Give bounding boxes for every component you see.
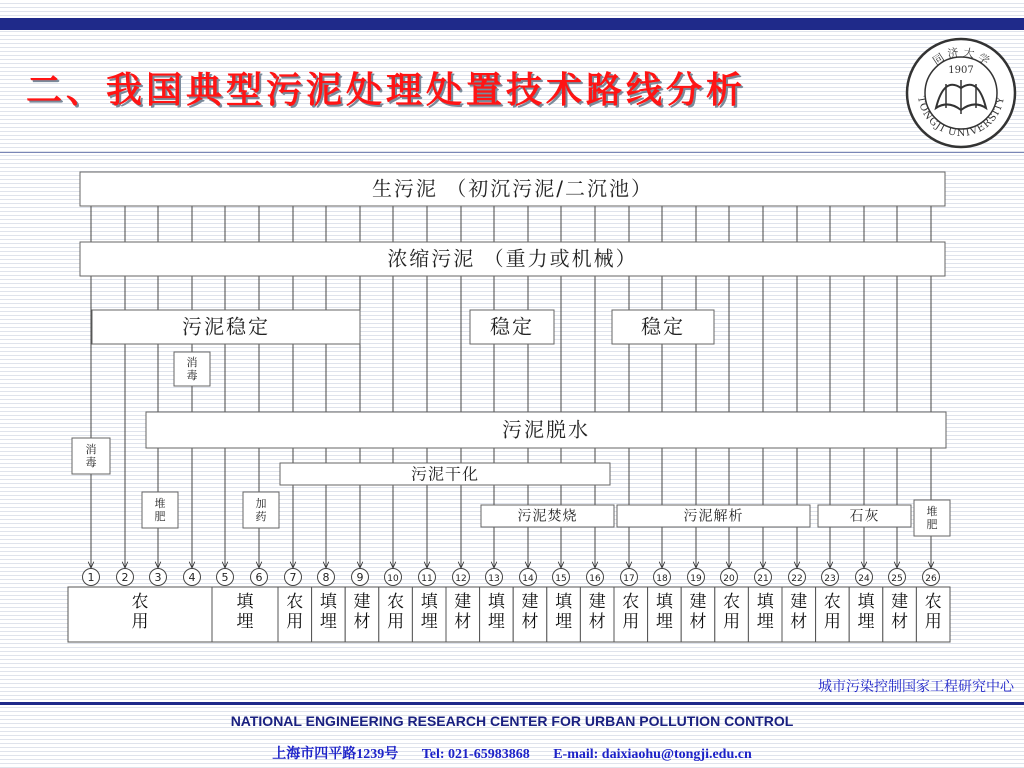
svg-text:埋: 埋 [857,612,875,632]
svg-text:肥: 肥 [154,510,166,524]
stabilization-box [92,310,360,344]
route-number [486,569,503,586]
svg-text:填: 填 [857,592,875,612]
route-number [117,569,134,586]
logo-year: 1907 [948,65,974,76]
svg-text:用: 用 [823,612,841,632]
route-number [419,569,436,586]
svg-text:埋: 埋 [487,612,505,632]
endpoint-cell [312,587,346,642]
svg-text:浓缩污泥 （重力或机械）: 浓缩污泥 （重力或机械） [387,246,638,271]
route-number [856,569,873,586]
svg-text:21: 21 [757,574,769,584]
svg-text:药: 药 [255,510,267,524]
endpoint-cell [715,587,749,642]
svg-text:填: 填 [236,592,254,612]
svg-text:农: 农 [286,592,304,612]
logo-chinese-name: 同 济 大 学 [930,45,992,68]
svg-text:填: 填 [756,592,774,612]
endpoint-cell [412,587,446,642]
svg-text:埋: 埋 [319,612,337,632]
svg-text:石灰: 石灰 [849,508,880,525]
svg-text:农: 农 [823,592,841,612]
svg-text:填: 填 [555,592,573,612]
endpoint-cell [648,587,682,642]
endpoint-cell [916,587,950,642]
endpoint-cell [883,587,917,642]
endpoint-cell [446,587,480,642]
svg-text:用: 用 [387,612,405,632]
endpoint-cell [782,587,816,642]
route-number [755,569,772,586]
svg-text:建: 建 [689,592,707,612]
svg-text:农: 农 [622,592,640,612]
endpoint-cell [614,587,648,642]
svg-text:建: 建 [353,592,371,612]
endpoint-cell [580,587,614,642]
svg-text:材: 材 [689,612,707,632]
svg-text:生污泥 （初沉污泥/二沉池）: 生污泥 （初沉污泥/二沉池） [371,176,654,201]
svg-text:用: 用 [131,612,149,632]
svg-text:用: 用 [924,612,942,632]
endpoint-cell [278,587,312,642]
page-title: 二、我国典型污泥处理处置技术路线分析 [26,69,747,111]
svg-text:用: 用 [286,612,304,632]
logo-english-name: TONGJI UNIVERSITY [915,95,1007,140]
svg-text:埋: 埋 [420,612,438,632]
svg-text:农: 农 [723,592,741,612]
svg-text:19: 19 [690,574,702,584]
route-number [352,569,369,586]
endpoint-cell [212,587,278,642]
route-number [789,569,806,586]
route-number [150,569,167,586]
pyrolysis-box [617,505,810,527]
svg-text:堆: 堆 [926,505,938,519]
svg-text:建: 建 [588,592,606,612]
svg-text:毒: 毒 [85,456,97,470]
svg-text:建: 建 [454,592,472,612]
svg-text:24: 24 [858,574,870,584]
center-name-chinese: 城市污染控制国家工程研究中心 [818,679,1014,695]
svg-text:埋: 埋 [555,612,573,632]
chemical-box [243,492,279,528]
route-number [654,569,671,586]
route-number [318,569,335,586]
endpoint-cell [849,587,883,642]
svg-text:2: 2 [121,571,129,584]
svg-text:20: 20 [723,574,735,584]
route-number [83,569,100,586]
center-name-english: NATIONAL ENGINEERING RESEARCH CENTER FOR URBAN POLLUTION CONTROL [230,713,794,729]
svg-text:埋: 埋 [756,612,774,632]
svg-text:15: 15 [555,574,567,584]
svg-text:7: 7 [289,571,297,584]
endpoint-cell [513,587,547,642]
svg-text:填: 填 [420,592,438,612]
svg-text:11: 11 [421,574,433,584]
svg-text:填: 填 [655,592,673,612]
svg-text:污泥解析: 污泥解析 [683,508,744,525]
svg-text:材: 材 [521,612,539,632]
stable-box-2 [612,310,714,344]
dewatering-box [146,412,946,448]
stable-box-1 [470,310,554,344]
svg-text:材: 材 [891,612,909,632]
svg-text:8: 8 [322,571,330,584]
route-number [822,569,839,586]
address: 上海市四平路1239号 [272,747,399,762]
svg-text:9: 9 [356,571,364,584]
contact-line [0,743,1024,763]
svg-text:25: 25 [891,574,903,584]
svg-text:材: 材 [790,612,808,632]
svg-text:填: 填 [319,592,337,612]
svg-text:4: 4 [188,571,196,584]
route-number [621,569,638,586]
telephone: Tel: 021-65983868 [421,747,530,762]
svg-text:农: 农 [131,592,149,612]
drying-box [280,463,610,485]
svg-text:建: 建 [790,592,808,612]
route-number [285,569,302,586]
svg-text:26: 26 [925,574,937,584]
endpoint-cell [748,587,782,642]
svg-text:污泥脱水: 污泥脱水 [502,417,590,442]
thickened-sludge-box [80,242,945,276]
svg-text:建: 建 [891,592,909,612]
svg-text:材: 材 [353,612,371,632]
svg-text:消: 消 [186,356,198,370]
svg-text:肥: 肥 [926,518,938,532]
route-number [217,569,234,586]
footer-divider [0,702,1024,705]
route-number [184,569,201,586]
endpoint-cell [68,587,212,642]
svg-text:稳定: 稳定 [490,314,534,339]
endpoint-cell [681,587,715,642]
svg-text:污泥焚烧: 污泥焚烧 [517,508,578,525]
route-number [923,569,940,586]
svg-text:消: 消 [85,443,97,457]
svg-text:6: 6 [255,571,263,584]
endpoint-cell [547,587,581,642]
route-number [453,569,470,586]
svg-text:毒: 毒 [186,369,198,383]
route-number [520,569,537,586]
lime-box [818,505,911,527]
svg-text:稳定: 稳定 [641,314,685,339]
svg-text:1: 1 [87,571,95,584]
disinfect-box-1 [174,352,210,386]
endpoint-cell [379,587,413,642]
compost-box-2 [914,500,950,536]
route-number [553,569,570,586]
endpoint-cell [480,587,514,642]
svg-text:材: 材 [454,612,472,632]
svg-text:18: 18 [656,574,668,584]
svg-text:3: 3 [154,571,162,584]
svg-text:用: 用 [723,612,741,632]
svg-text:建: 建 [521,592,539,612]
endpoint-cell [816,587,850,642]
compost-box-1 [142,492,178,528]
incineration-box [481,505,614,527]
svg-text:污泥稳定: 污泥稳定 [182,314,270,339]
disinfect-box-2 [72,438,110,474]
svg-text:污泥干化: 污泥干化 [410,464,480,484]
svg-text:22: 22 [791,574,803,584]
route-number [587,569,604,586]
endpoint-cell [345,587,379,642]
svg-text:23: 23 [824,574,836,584]
svg-text:加: 加 [255,497,267,511]
svg-text:埋: 埋 [236,612,254,632]
route-number [688,569,705,586]
svg-text:10: 10 [387,574,399,584]
svg-text:5: 5 [221,571,229,584]
svg-text:17: 17 [623,574,635,584]
route-number [889,569,906,586]
route-number [251,569,268,586]
svg-text:材: 材 [588,612,606,632]
route-number [385,569,402,586]
svg-text:16: 16 [589,574,601,584]
raw-sludge-box [80,172,945,206]
svg-text:堆: 堆 [154,497,166,511]
svg-text:填: 填 [487,592,505,612]
svg-text:用: 用 [622,612,640,632]
svg-text:埋: 埋 [655,612,673,632]
svg-text:农: 农 [387,592,405,612]
email[interactable]: E-mail: daixiaohu@tongji.edu.cn [553,747,752,762]
svg-text:13: 13 [488,574,500,584]
svg-text:农: 农 [924,592,942,612]
svg-text:14: 14 [522,574,534,584]
route-number [721,569,738,586]
svg-text:12: 12 [455,574,467,584]
